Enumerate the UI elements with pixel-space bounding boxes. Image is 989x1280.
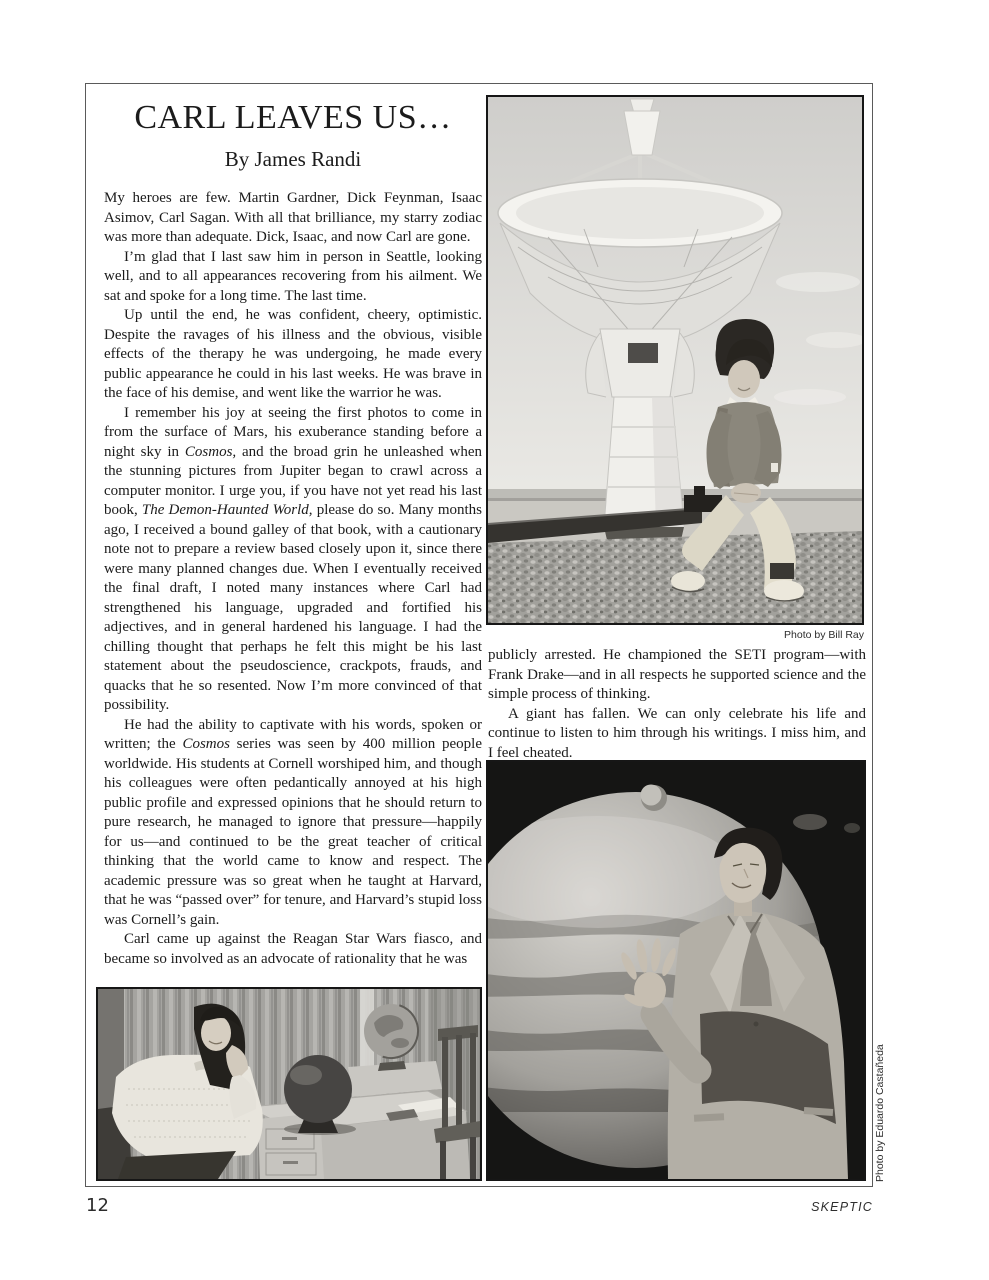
- paragraph: publicly arrested. He championed the SETI program—with Frank Drake—and in all respects he supported science and the simple process of thinking.: [488, 647, 866, 702]
- article-body-left: [104, 189, 482, 969]
- left-column: [104, 98, 482, 969]
- paragraph: He had the ability to captivate with his words, spoken or written; the Cosmos series was seen by 400 million people worldwide. His students at Cornell worshiped him, and though his colleagues were often pedantically annoyed at his high public profile and expressed opinions that he should return to pure research, he managed to ignore that pressure—happily for us—and continued to be the great teacher of critical thinking that the world came to know and respect. The academic pressure was so great when he taught at Harvard, that he was “passed over” for tenure, and Harvard’s stupid loss was Cornell’s gain.: [104, 716, 482, 928]
- photo-sagan-office-globes: [96, 987, 482, 1181]
- telescope-photo-illustration: [488, 97, 862, 623]
- paragraph: I’m glad that I last saw him in person in Seattle, looking well, and to all appearances recovering from his ailment. We sat and spoke for a long time. The last time.: [104, 248, 482, 304]
- page-number: 12: [86, 1195, 109, 1216]
- magazine-name: SKEPTIC: [811, 1200, 873, 1214]
- juggling-photo-illustration: [488, 762, 864, 1179]
- paragraph: Up until the end, he was confident, cheery, optimistic. Despite the ravages of his illness and the obvious, visible effects of the therapy he was undergoing, he made every public appearance he could in his last weeks. He was brave in the face of his demise, and went like the warrior he was.: [104, 307, 482, 401]
- faint-moon: [793, 814, 827, 830]
- article-byline: By James Randi: [224, 147, 362, 171]
- office-photo-illustration: [98, 989, 480, 1179]
- paragraph: I remember his joy at seeing the first photos to come in from the surface of Mars, his exuberance standing before a night sky in Cosmos, and the broad grin he unleashed when the stunning pictures from Jupiter began to crawl across a computer monitor. I urge you, if you have not yet read his last book, The Demon-Haunted World, please do so. Many months ago, I received a bound galley of that book, with a cautionary note not to prepare a review based closely upon it, since there were many planned changes due. When I eventually received the final draft, I noted many instances where Carl had strengthened his language, upgraded and fortified his adjectives, and in general hardened his language. I had the chilling thought that perhaps he felt this might be his last statement about the pseudoscience, crackpots, frauds, and quacks that he so resented. Now I’m more convinced of that possibility.: [104, 404, 483, 713]
- paragraph: Carl came up against the Reagan Star Wars fiasco, and became so involved as an advocate of rationality that he was: [104, 931, 482, 967]
- photo-sagan-juggling-planet: [486, 760, 866, 1181]
- paragraph: A giant has fallen. We can only celebrate his life and continue to listen to him through his writings. I miss him, and I feel cheated.: [488, 705, 866, 761]
- photo-credit-eduardo-castaneda: Photo by Eduardo Castañeda: [874, 1044, 886, 1182]
- right-column: [488, 646, 866, 763]
- paragraph: My heroes are few. Martin Gardner, Dick Feynman, Isaac Asimov, Carl Sagan. With all that brilliance, my starry zodiac was more than adequate. Dick, Isaac, and now Carl are gone.: [104, 190, 482, 245]
- article-title: CARL LEAVES US…: [134, 99, 452, 136]
- photo-sagan-radio-telescope: [486, 95, 864, 625]
- photo-credit-bill-ray: Photo by Bill Ray: [784, 629, 864, 641]
